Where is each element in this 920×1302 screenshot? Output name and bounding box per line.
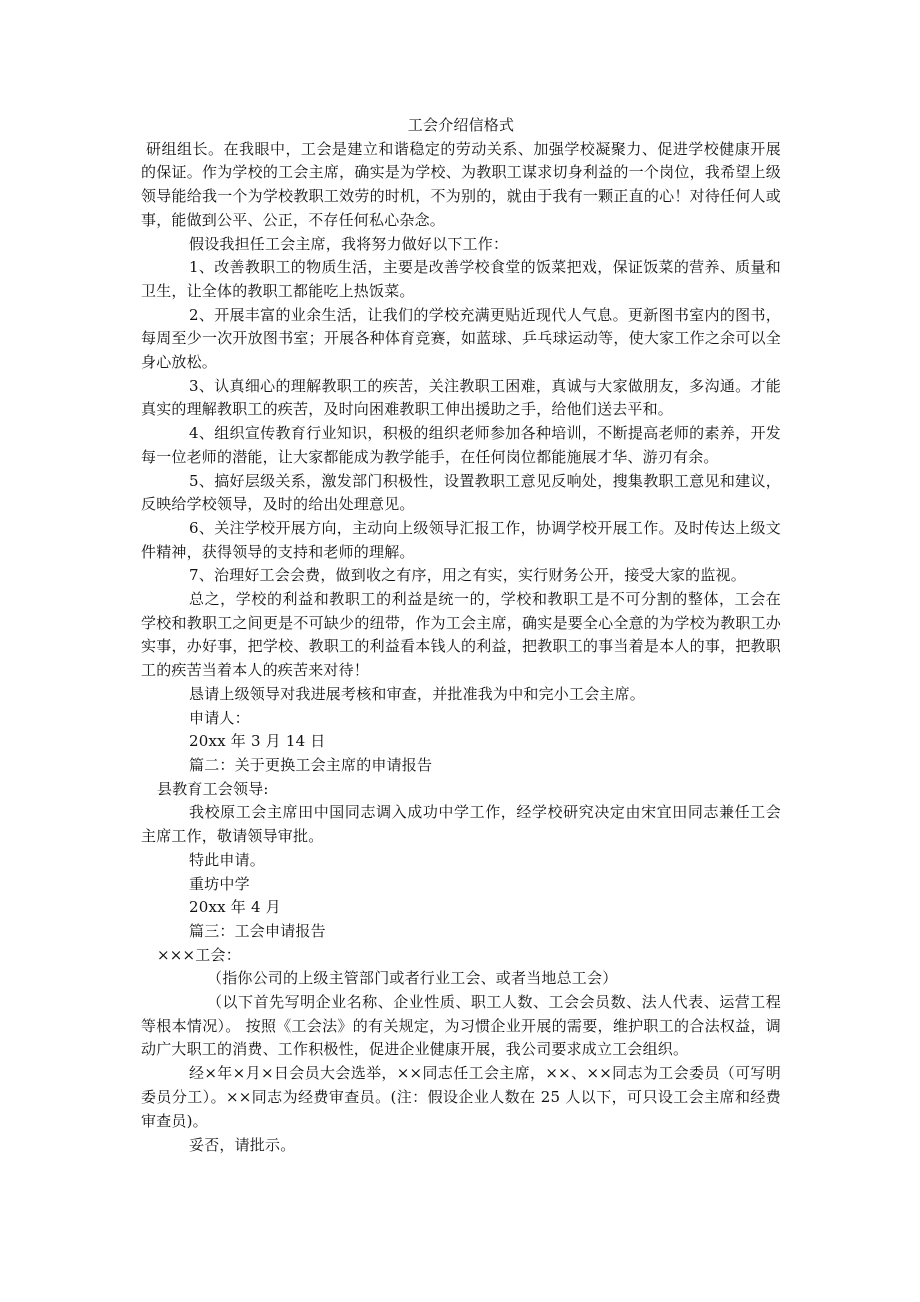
paragraph: 3、认真细心的理解教职工的疾苦，关注教职工困难，真诚与大家做朋友，多沟通。才能真实的理解教职工的疾苦，及时向困难教职工伸出援助之手，给他们送去平和。: [141, 376, 781, 419]
section-heading: 篇二：关于更换工会主席的申请报告: [189, 755, 433, 774]
paragraph: 假设我担任工会主席，我将努力做好以下工作：: [189, 234, 509, 253]
paragraph: 1、改善教职工的物质生活，主要是改善学校食堂的饭菜把戏，保证饭菜的营养、质量和卫生，让全体的教职工都能吃上热饭菜。: [141, 258, 781, 300]
signature-line: 重坊中学: [189, 874, 250, 893]
paragraph: 恳请上级领导对我进展考核和审查，并批准我为中和完小工会主席。: [189, 684, 646, 703]
paragraph: 经×年×月×日会员大会选举，××同志任工会主席，××、××同志为工会委员（可写明委员分工）。××同志为经费审查员。(注：假设企业人数在 25 人以下，可只设工会主席和经费审查员)。: [141, 1064, 781, 1130]
paragraph: 特此申请。: [189, 850, 266, 869]
paragraph: 2、开展丰富的业余生活，让我们的学校充满更贴近现代人气息。更新图书室内的图书，每周至少一次开放图书室；开展各种体育竞赛，如蓝球、乒乓球运动等，使大家工作之余可以全身心放松。: [141, 305, 781, 372]
paragraph: （以下首先写明企业名称、企业性质、职工人数、工会会员数、法人代表、运营工程等根本情况）。 按照《工会法》的有关规定，为习惯企业开展的需要，维护职工的合法权益，调动广大职工的消费、工作积极性，促进企业健康开展，我公司要求成立工会组织。: [141, 993, 781, 1059]
closing-line: 妥否，请批示。: [189, 1136, 296, 1155]
paragraph: 我校原工会主席田中国同志调入成功中学工作，经学校研究决定由宋宜田同志兼任工会主席工作，敬请领导审批。: [141, 803, 781, 846]
paragraph: 研组组长。在我眼中，工会是建立和谐稳定的劳动关系、加强学校凝聚力、促进学校健康开展的保证。作为学校的工会主席，确实是为学校、为教职工谋求切身利益的一个岗位，我希望上级领导能给我一个为学校教职工效劳的时机，不为别的，就由于我有一颗正直的心！对待任何人或事，能做到公平、公正，不存任何私心杂念。: [141, 139, 781, 229]
paragraph: 4、组织宣传教育行业知识，积极的组织老师参加各种培训，不断提高老师的素养，开发每一位老师的潜能，让大家都能成为教学能手，在任何岗位都能施展才华、游刃有余。: [141, 424, 781, 466]
paragraph: （指你公司的上级主管部门或者行业工会、或者当地总工会）: [207, 969, 618, 988]
document-title: 工会介绍信格式: [407, 116, 515, 134]
document-page: [141, 114, 781, 1158]
section-heading: 篇三：工会申请报告: [189, 921, 326, 940]
paragraph: 5、搞好层级关系，激发部门积极性，设置教职工意见反响处，搜集教职工意见和建议，反映给学校领导，及时的给出处理意见。: [141, 471, 781, 514]
paragraph: 7、治理好工会会费，做到收之有序，用之有实，实行财务公开，接受大家的监视。: [189, 566, 746, 585]
applicant-label: 申请人：: [189, 708, 250, 727]
salutation: 县教育工会领导:: [157, 779, 269, 798]
date-line: 20xx 年 3 月 14 日: [189, 732, 326, 751]
paragraph: 总之，学校的利益和教职工的利益是统一的，学校和教职工是不可分割的整体，工会在学校和教职工之间更是不可缺少的纽带，作为工会主席，确实是要全心全意的为学校为教职工办实事，办好事，把学校、教职工的利益看本钱人的利益，把教职工的事当着是本人的事，把教职工的疾苦当着本人的疾苦来对待！: [141, 590, 781, 680]
salutation: ×××工会：: [157, 945, 241, 964]
paragraph: 6、关注学校开展方向，主动向上级领导汇报工作，协调学校开展工作。及时传达上级文件精神，获得领导的支持和老师的理解。: [141, 518, 781, 561]
date-line: 20xx 年 4 月: [189, 898, 281, 917]
